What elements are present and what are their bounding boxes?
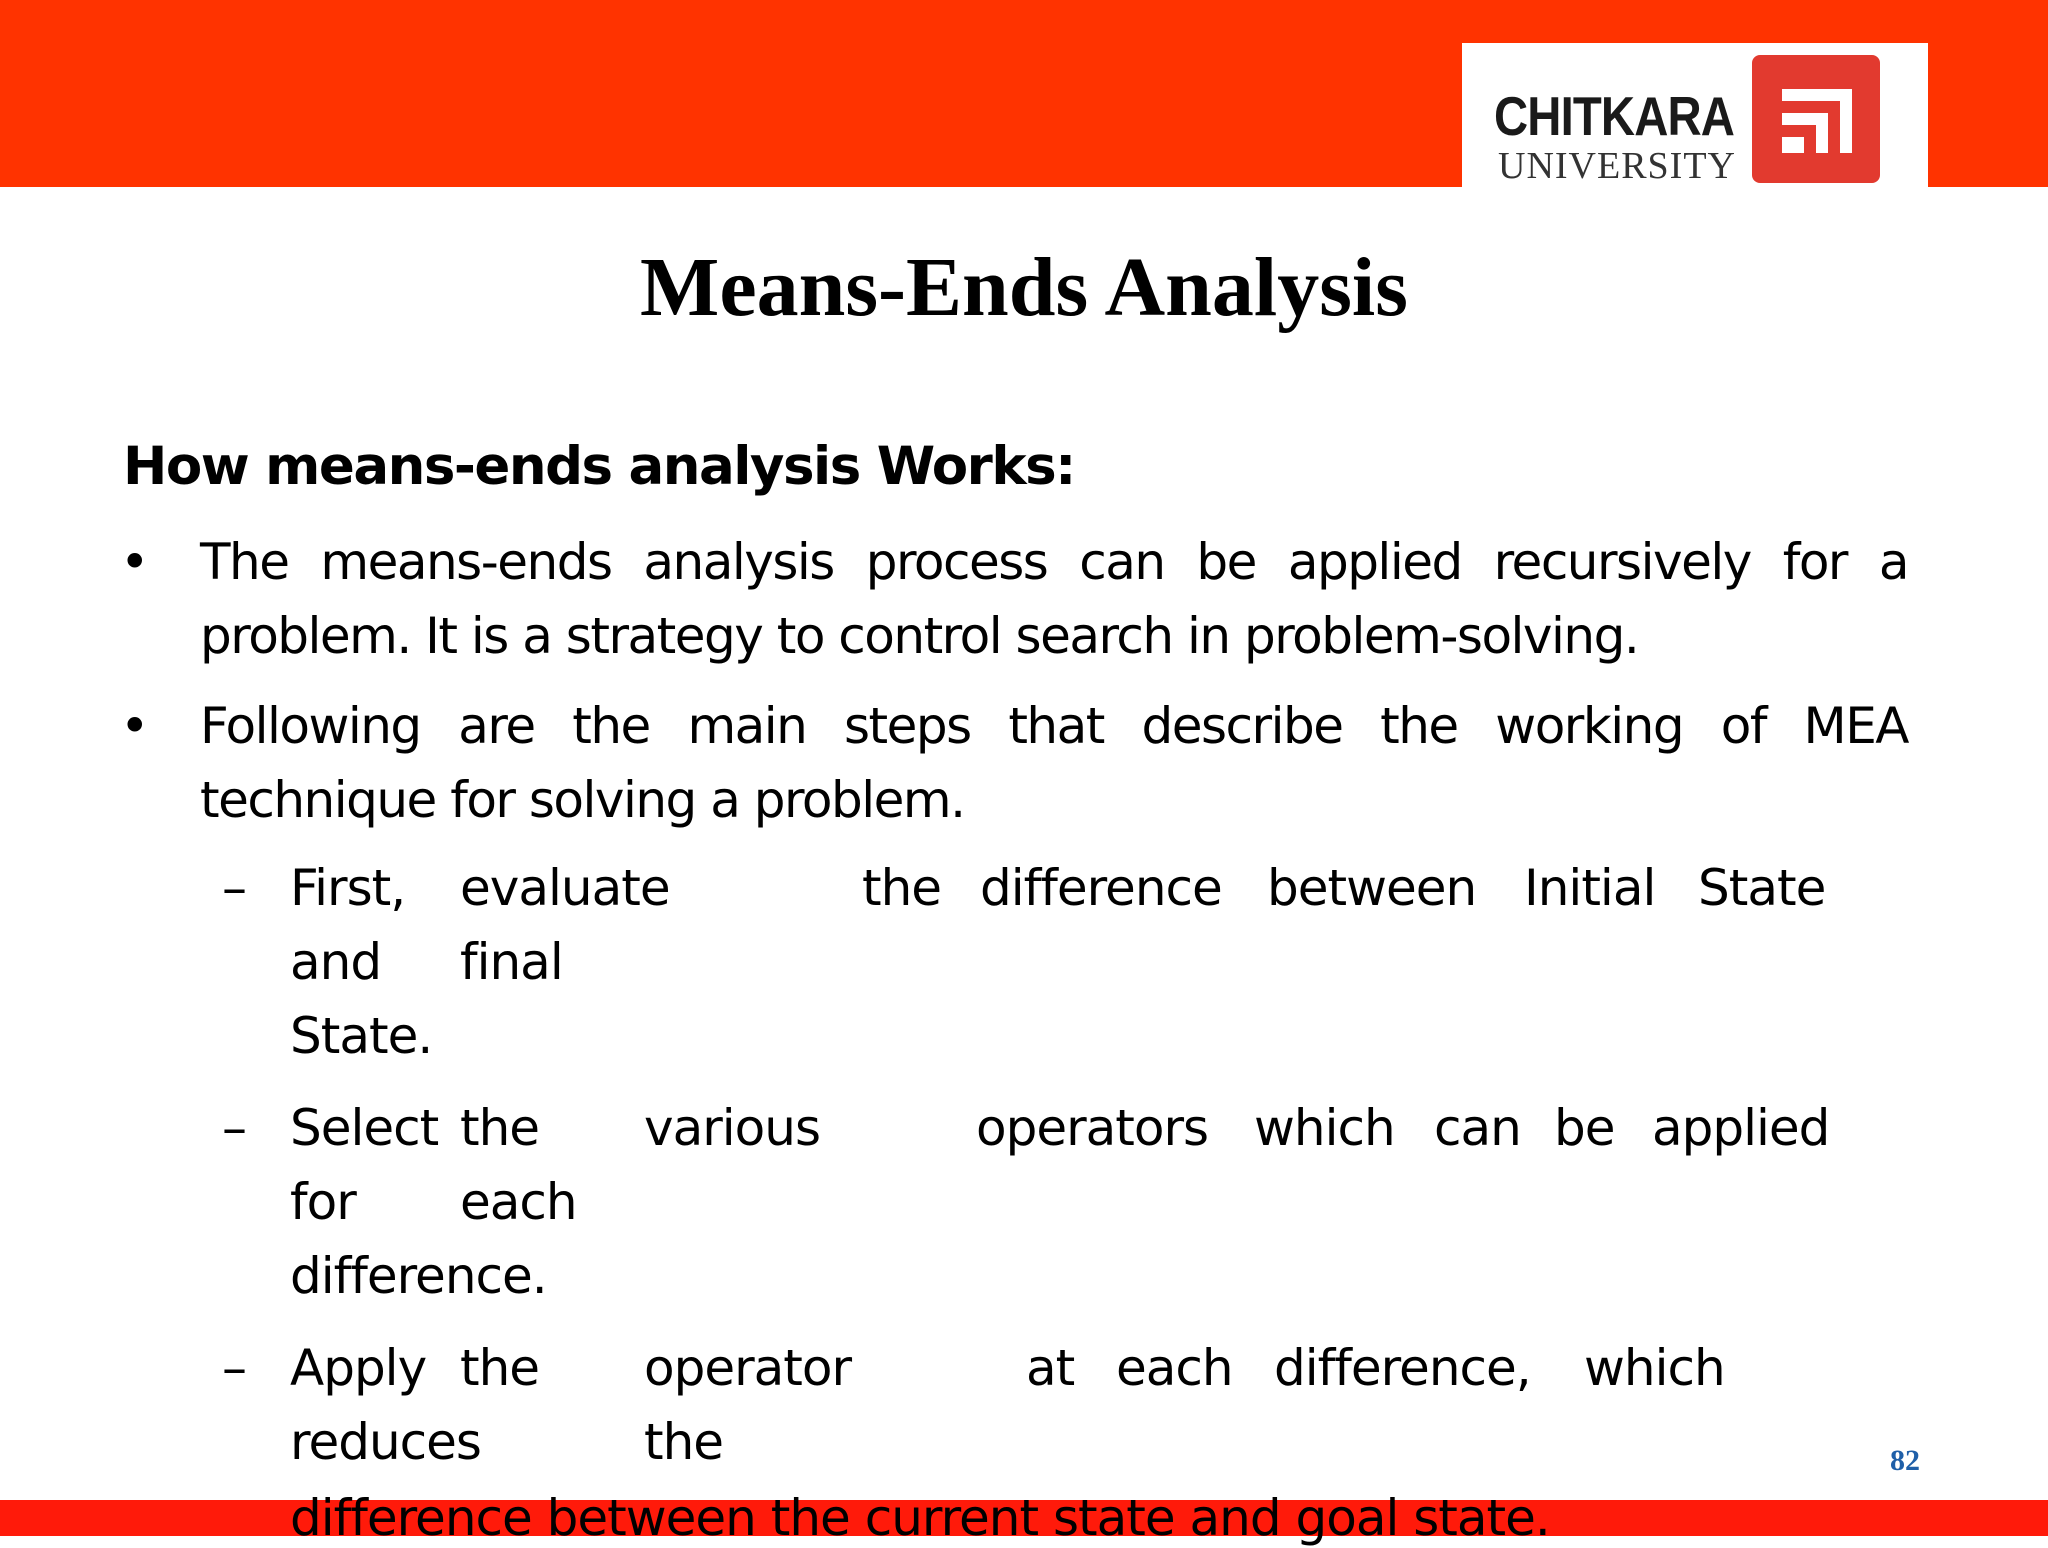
logo-subtitle: UNIVERSITY bbox=[1498, 145, 1736, 187]
step-word: First, bbox=[290, 859, 406, 917]
step-word: difference bbox=[980, 859, 1222, 917]
step-dash: – bbox=[222, 1099, 247, 1157]
page-number: 82 bbox=[1890, 1444, 1920, 1477]
step-word: can bbox=[1434, 1099, 1521, 1157]
step-dash: – bbox=[222, 859, 247, 917]
step-word: the bbox=[460, 1339, 540, 1397]
university-logo bbox=[1462, 43, 1928, 187]
bullet-dot: • bbox=[120, 697, 150, 755]
step-overflow-text: difference between the current state and goal state. bbox=[290, 1489, 1550, 1547]
bullet-text: Following are the main steps that describe the working of MEA technique for solving a problem. bbox=[200, 697, 1908, 829]
section-heading: How means-ends analysis Works: bbox=[123, 436, 1075, 497]
logo-mark-icon bbox=[1752, 55, 1880, 183]
step-word: operator bbox=[644, 1339, 852, 1397]
step-word: be bbox=[1554, 1099, 1615, 1157]
step-word: difference, bbox=[1274, 1339, 1531, 1397]
step-word: the bbox=[644, 1413, 724, 1471]
bullet-dot: • bbox=[120, 533, 150, 591]
step-word: evaluate bbox=[460, 859, 670, 917]
step-word: difference. bbox=[290, 1247, 547, 1305]
step-word: State bbox=[1698, 859, 1826, 917]
step-word: State. bbox=[290, 1007, 433, 1065]
step-word: at bbox=[1026, 1339, 1075, 1397]
step-word: and bbox=[290, 933, 382, 991]
step-word: for bbox=[290, 1173, 356, 1231]
step-word: Select bbox=[290, 1099, 439, 1157]
slide-title: Means-Ends Analysis bbox=[640, 241, 1408, 334]
step-word: each bbox=[1116, 1339, 1233, 1397]
step-word: which bbox=[1254, 1099, 1395, 1157]
step-word: various bbox=[644, 1099, 821, 1157]
step-word: between bbox=[1267, 859, 1477, 917]
step-word: reduces bbox=[290, 1413, 481, 1471]
step-word: each bbox=[460, 1173, 577, 1231]
bullet-text: The means-ends analysis process can be applied recursively for a problem. It is a strategy to control search in problem-solving. bbox=[200, 533, 1908, 665]
step-word: Initial bbox=[1524, 859, 1656, 917]
step-word: the bbox=[862, 859, 942, 917]
logo-wordmark: CHITKARA bbox=[1494, 85, 1735, 147]
step-word: applied bbox=[1652, 1099, 1830, 1157]
step-word: operators bbox=[976, 1099, 1209, 1157]
step-dash: – bbox=[222, 1339, 247, 1397]
step-word: which bbox=[1584, 1339, 1725, 1397]
step-word: final bbox=[460, 933, 563, 991]
step-word: Apply bbox=[290, 1339, 427, 1397]
step-word: the bbox=[460, 1099, 540, 1157]
